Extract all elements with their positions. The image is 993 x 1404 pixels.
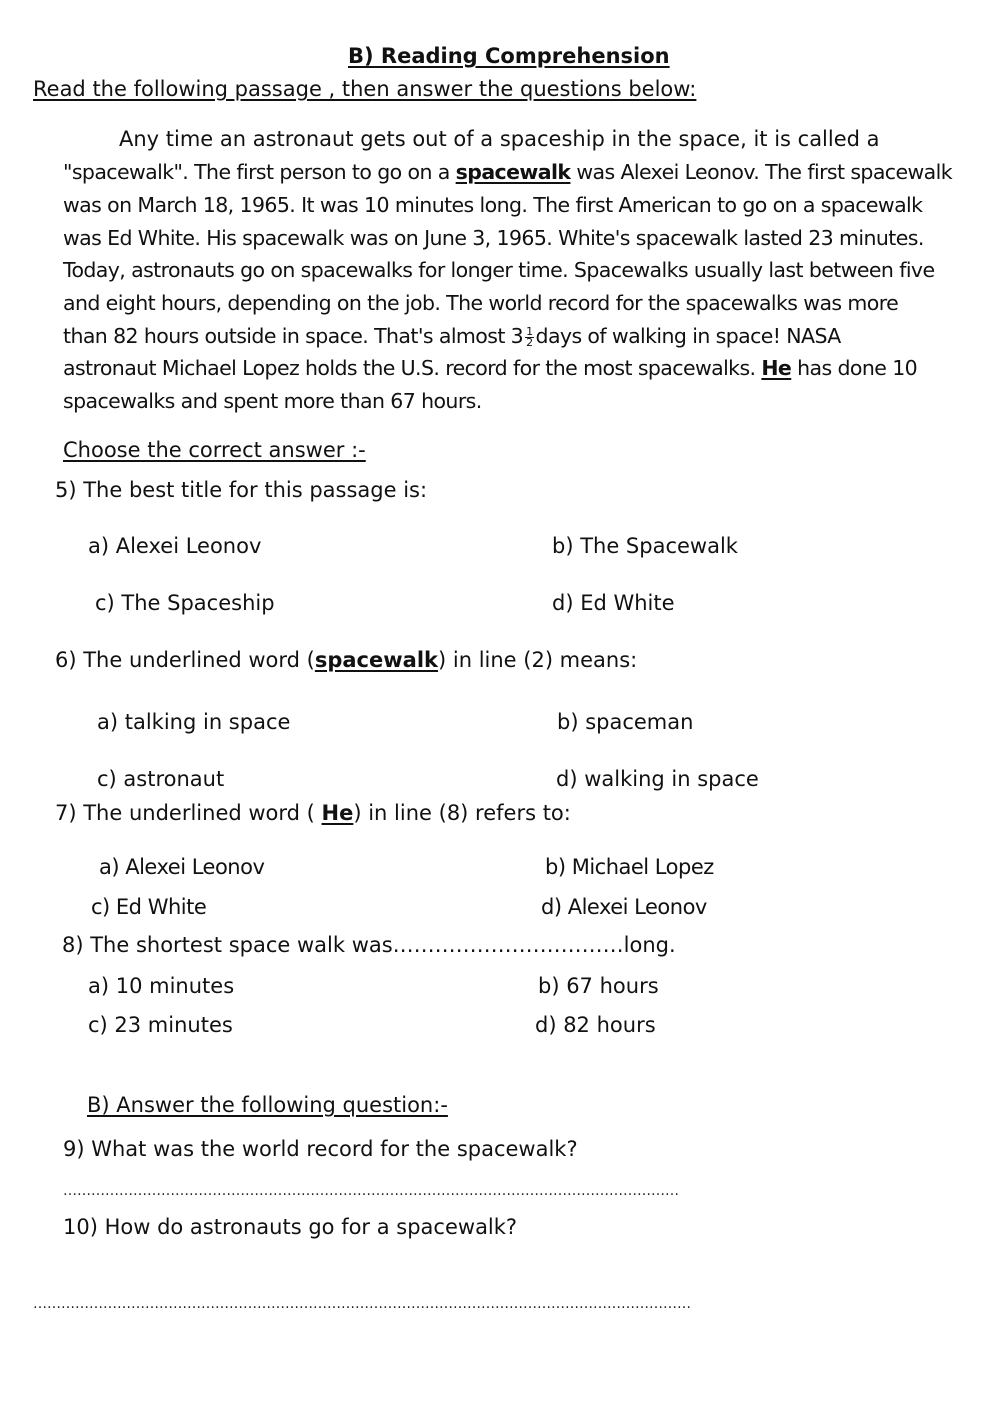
- passage-line-2-end: was Alexei Leonov. The first spacewalk: [570, 160, 952, 184]
- q6-stem-start: 6) The underlined word (: [55, 648, 315, 672]
- q9-answer-line[interactable]: ……………………………………………………………………………………………………………………: [63, 1183, 679, 1199]
- fraction-numerator: 1: [526, 324, 533, 338]
- instructions: Read the following passage , then answer the questions below:: [33, 77, 697, 101]
- passage-line-1: Any time an astronaut gets out of a spaceship in the space, it is called a: [119, 127, 880, 151]
- q8-option-b[interactable]: b) 67 hours: [538, 974, 659, 998]
- q8-option-c[interactable]: c) 23 minutes: [88, 1013, 233, 1037]
- page-title: B) Reading Comprehension: [348, 44, 670, 68]
- question-9: 9) What was the world record for the spacewalk?: [63, 1137, 578, 1161]
- question-6: [55, 648, 637, 672]
- passage-line-7-start: than 82 hours outside in space. That's almost 3: [63, 324, 524, 348]
- q7-underlined-word: He: [321, 801, 354, 825]
- q7-option-b[interactable]: b) Michael Lopez: [545, 855, 714, 879]
- q6-option-a[interactable]: a) talking in space: [97, 710, 291, 734]
- q8-option-a[interactable]: a) 10 minutes: [88, 974, 235, 998]
- q5-option-a[interactable]: a) Alexei Leonov: [88, 534, 262, 558]
- q6-stem-end: ) in line (2) means:: [438, 648, 638, 672]
- section-a-title: Choose the correct answer :-: [63, 438, 366, 462]
- passage-line-6: and eight hours, depending on the job. The world record for the spacewalks was more: [63, 291, 899, 315]
- passage-line-3: was on March 18, 1965. It was 10 minutes long. The first American to go on a spacewalk: [63, 193, 923, 217]
- underlined-word-he: He: [761, 356, 792, 380]
- q10-answer-line[interactable]: ……………………………………………………………………………………………………………………………: [33, 1296, 691, 1312]
- q7-stem-start: 7) The underlined word (: [55, 801, 322, 825]
- section-b-title: B) Answer the following question:-: [87, 1093, 448, 1117]
- q6-option-c[interactable]: c) astronaut: [97, 767, 225, 791]
- q6-option-b[interactable]: b) spaceman: [557, 710, 694, 734]
- passage-line-5: Today, astronauts go on spacewalks for longer time. Spacewalks usually last between five: [63, 258, 935, 282]
- passage-line-9: spacewalks and spent more than 67 hours.: [63, 389, 482, 413]
- q7-option-c[interactable]: c) Ed White: [91, 895, 207, 919]
- fraction-one-half: [525, 324, 533, 349]
- question-5: 5) The best title for this passage is:: [55, 478, 428, 502]
- q6-underlined-word: spacewalk: [314, 648, 438, 672]
- question-10: 10) How do astronauts go for a spacewalk?: [63, 1215, 518, 1239]
- passage-line-4: was Ed White. His spacewalk was on June 3, 1965. White's spacewalk lasted 23 minutes.: [63, 226, 924, 250]
- passage-line-8-start: astronaut Michael Lopez holds the U.S. record for the most spacewalks.: [63, 356, 762, 380]
- passage-line-8-end: has done 10: [791, 356, 918, 380]
- passage-line-7-end: days of walking in space! NASA: [535, 324, 841, 348]
- q7-option-a[interactable]: a) Alexei Leonov: [99, 855, 265, 879]
- underlined-word-spacewalk: spacewalk: [455, 160, 571, 184]
- fraction-denominator: 2: [526, 335, 533, 349]
- q7-stem-end: ) in line (8) refers to:: [353, 801, 571, 825]
- q5-option-c[interactable]: c) The Spaceship: [95, 591, 275, 615]
- passage-line-7: [63, 324, 841, 348]
- q5-option-d[interactable]: d) Ed White: [552, 591, 675, 615]
- q8-option-d[interactable]: d) 82 hours: [535, 1013, 656, 1037]
- q5-option-b[interactable]: b) The Spacewalk: [552, 534, 738, 558]
- question-7: [55, 801, 571, 825]
- q6-option-d[interactable]: d) walking in space: [556, 767, 759, 791]
- passage-line-8: [63, 356, 917, 380]
- q7-option-d[interactable]: d) Alexei Leonov: [541, 895, 707, 919]
- passage-line-2-start: "spacewalk". The first person to go on a: [63, 160, 456, 184]
- question-8: 8) The shortest space walk was……………………………long.: [62, 933, 676, 957]
- passage-line-2: [63, 160, 952, 184]
